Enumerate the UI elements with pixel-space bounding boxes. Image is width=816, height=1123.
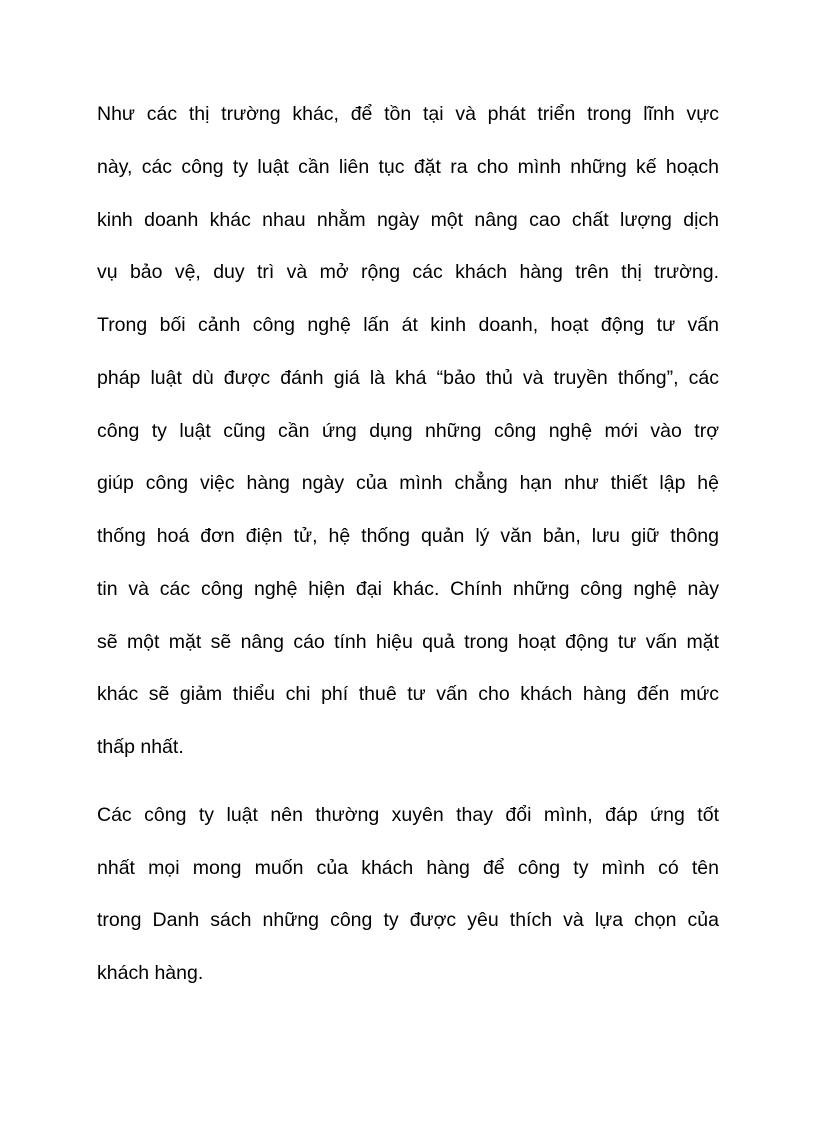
paragraph-line: nhất mọi mong muốn của khách hàng để công ty mình có tên: [97, 857, 719, 879]
paragraph-line: thống hoá đơn điện tử, hệ thống quản lý văn bản, lưu giữ thông: [97, 525, 719, 547]
paragraph-line: này, các công ty luật cần liên tục đặt ra cho mình những kế hoạch: [97, 156, 719, 178]
paragraph-line: thấp nhất.: [97, 736, 184, 758]
paragraph-line: tin và các công nghệ hiện đại khác. Chính những công nghệ này: [97, 578, 719, 600]
paragraph-line: Như các thị trường khác, để tồn tại và phát triển trong lĩnh vực: [97, 103, 719, 125]
paragraph-line: khác sẽ giảm thiểu chi phí thuê tư vấn cho khách hàng đến mức: [97, 683, 719, 705]
paragraph-line: sẽ một mặt sẽ nâng cáo tính hiệu quả trong hoạt động tư vấn mặt: [97, 631, 719, 653]
paragraph-line: công ty luật cũng cần ứng dụng những công nghệ mới vào trợ: [97, 420, 719, 442]
paragraph-line: Trong bối cảnh công nghệ lấn át kinh doanh, hoạt động tư vấn: [97, 314, 719, 336]
paragraph-line: khách hàng.: [97, 962, 204, 984]
paragraph-line: trong Danh sách những công ty được yêu thích và lựa chọn của: [97, 909, 719, 931]
paragraph-line: Các công ty luật nên thường xuyên thay đổi mình, đáp ứng tốt: [97, 804, 719, 826]
paragraph-line: pháp luật dù được đánh giá là khá “bảo thủ và truyền thống”, các: [97, 367, 719, 389]
paragraph-line: vụ bảo vệ, duy trì và mở rộng các khách hàng trên thị trường.: [97, 261, 719, 283]
paragraph-line: kinh doanh khác nhau nhằm ngày một nâng cao chất lượng dịch: [97, 209, 719, 231]
paragraph-line: giúp công việc hàng ngày của mình chẳng hạn như thiết lập hệ: [97, 472, 719, 494]
